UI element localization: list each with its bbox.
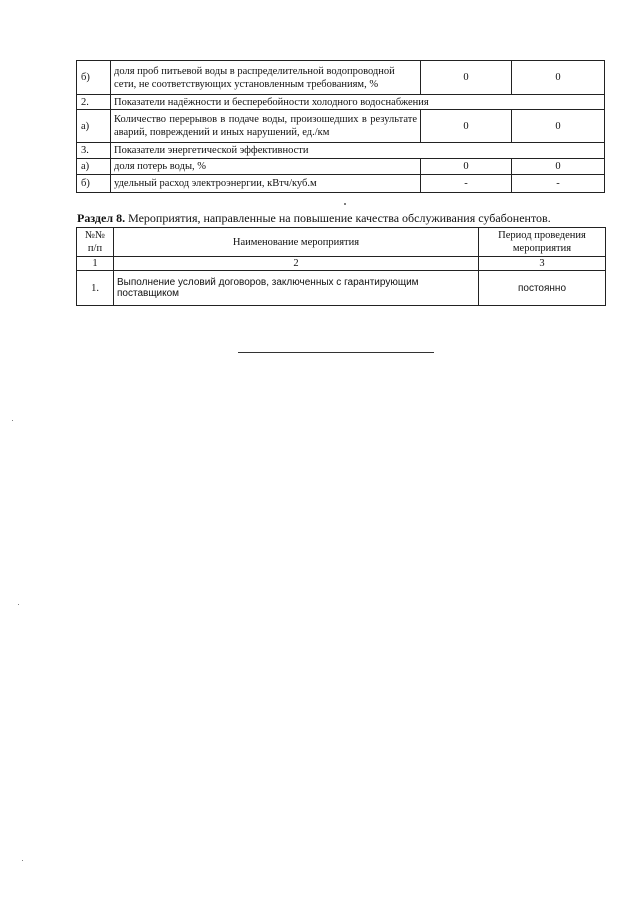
row-number: а) (77, 110, 111, 143)
row-number: б) (77, 175, 111, 193)
scan-speck (344, 203, 346, 205)
column-number: 3 (479, 257, 606, 271)
group-title: Показатели надёжности и бесперебойности холодного водоснабжения (111, 95, 605, 110)
closing-line (238, 352, 434, 353)
indicator-name: доля проб питьевой воды в распределительной водопроводной сети, не соответствующих установленным требованиям, % (111, 61, 421, 95)
table-row (77, 61, 605, 95)
section-label: Раздел 8. (77, 211, 126, 225)
measure-number: 1. (77, 271, 114, 306)
column-header-name: Наименование мероприятия (114, 228, 479, 257)
column-number: 2 (114, 257, 479, 271)
header-row (77, 228, 606, 257)
column-numbers-row (77, 257, 606, 271)
scan-speck (12, 420, 13, 421)
column-header-period: Период проведения мероприятия (479, 228, 606, 257)
table-row (77, 175, 605, 193)
column-header-number: №№ п/п (77, 228, 114, 257)
table-row (77, 95, 605, 110)
indicator-value: - (512, 175, 605, 193)
table-row (77, 271, 606, 306)
indicator-value: - (421, 175, 512, 193)
indicator-value: 0 (512, 159, 605, 175)
indicator-name: доля потерь воды, % (111, 159, 421, 175)
row-number: 3. (77, 143, 111, 159)
indicator-value: 0 (421, 61, 512, 95)
measure-name: Выполнение условий договоров, заключенных с гарантирующим поставщиком (114, 271, 479, 306)
table-row (77, 110, 605, 143)
measure-period: постоянно (479, 271, 606, 306)
indicator-value: 0 (512, 61, 605, 95)
row-number: а) (77, 159, 111, 175)
measures-table (76, 227, 606, 306)
indicator-value: 0 (421, 110, 512, 143)
row-number: б) (77, 61, 111, 95)
indicator-name: Количество перерывов в подаче воды, произошедших в результате аварий, повреждений и иных нарушений, ед./км (111, 110, 421, 143)
indicator-name: удельный расход электроэнергии, кВтч/куб.м (111, 175, 421, 193)
scan-speck (22, 860, 23, 861)
section-heading (77, 211, 617, 226)
table-row (77, 159, 605, 175)
column-number: 1 (77, 257, 114, 271)
row-number: 2. (77, 95, 111, 110)
group-title: Показатели энергетической эффективности (111, 143, 605, 159)
indicator-value: 0 (512, 110, 605, 143)
indicators-table (76, 60, 605, 193)
section-title: Мероприятия, направленные на повышение качества обслуживания субабонентов. (125, 211, 551, 225)
indicator-value: 0 (421, 159, 512, 175)
scan-speck (18, 604, 19, 605)
table-row (77, 143, 605, 159)
